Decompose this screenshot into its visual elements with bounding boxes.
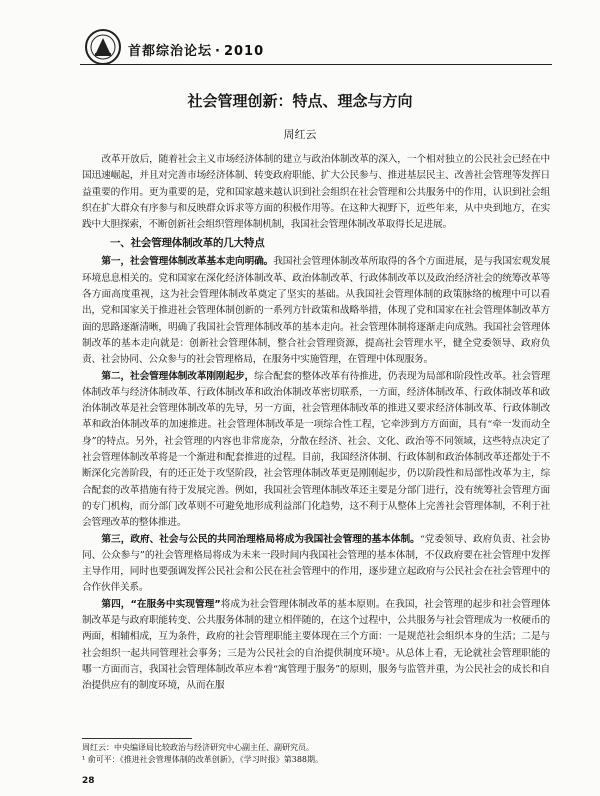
- paragraph-2: 第二，社会管理体制改革刚刚起步，综合配套的整体改革有待推进，仍表现为局部和阶段性改革。社会管理体制改革与经济体制改革、行政体制改革和政治体制改革密切联系，一方面，经济体制改革、行政体制改革和政治体制改革是社会管理体制改革的先导，另一方面，社会管理体制改革的推进又要求经济体制改革、行政体制改革和政治体制改革的加速推进。社会管理体制改革是一项综合性工程，它牵涉到方方面面，具有“牵一发而动全身”的特点。另外，社会管理的内容也非常庞杂，分散在经济、社会、文化、政治等不同领域，这些特点决定了社会管理体制改革将是一个渐进和配套推进的过程。目前，我国经济体制、行政体制和政治体制改革还都处于不断深化完善阶段，有的还正处于攻坚阶段，社会管理体制改革更是刚刚起步，仍以阶段性和局部性改革为主，综合配套的改革措施有待于发展完善。例如，我国社会管理体制改革还主要是分部门进行，没有统筹社会管理方面的专门机构，而分部门改革则不可避免地形成利益部门化趋势，这不利于从整体上完善社会管理体制，不利于社会管理改革的整体推进。: [82, 370, 550, 529]
- footnote-1: ¹ 俞可平：《推进社会管理体制的改革创新》，《学习时报》第388期。: [82, 755, 324, 764]
- intro-paragraph: 改革开放后，随着社会主义市场经济体制的建立与政治体制改革的深入，一个相对独立的公民社会已经在中国迅速崛起，并且对完善市场经济体制、转变政府职能、扩大公民参与、推进基层民主、改善社会管理等发挥日益重要的作用。更为重要的是，党和国家越来越认识到社会组织在社会管理和公共服务中的作用，认识到社会组织在扩大群众有序参与和反映群众诉求等方面的积极作用等。在这种大视野下，近些年来，从中央到地方，在实践中大胆探索，不断创新社会组织管理体制机制，我国社会管理体制改革取得长足进展。: [82, 154, 550, 231]
- article-title: 社会管理创新：特点、理念与方向: [187, 92, 413, 110]
- footnote-author: 周红云：中央编译局比较政治与经济研究中心副主任、副研究员。: [82, 743, 314, 752]
- page-number: 28: [82, 776, 95, 786]
- paragraph-1: 第一，社会管理体制改革基本走向明确。我国社会管理体制改革所取得的各个方面进展，是与我国宏观发展环境息息相关的。党和国家在深化经济体制改革、政治体制改革、行政体制改革以及政治经济社会的统筹改革等各方面高度重视，这为社会管理体制改革奠定了坚实的基础。从我国社会管理体制的政策脉络的梳理中可以看出，党和国家关于推进社会管理体制创新的一系列方针政策和战略举措，体现了党和国家在社会管理体制改革方面的思路逐渐清晰，明确了我国社会管理体制改革的基本走向。社会管理体制将逐渐走向成熟。我国社会管理体制改革的基本走向就是：创新社会管理体制，整合社会管理资源，提高社会管理水平，健全党委领导、政府负责、社会协同、公众参与的社会管理格局，在服务中实施管理，在管理中体现服务。: [82, 256, 550, 366]
- section-heading: 一、社会管理体制改革的几大特点: [110, 237, 265, 250]
- footnotes: [82, 742, 550, 766]
- paragraph-lead: 第四，“在服务中实现管理”: [101, 598, 221, 610]
- paragraph-4: 第四，“在服务中实现管理”将成为社会管理体制改革的基本原则。在我国，社会管理的起步和社会管理体制改革是与政府职能转变、公共服务体制的建立相伴随的，在这个过程中，公共服务与社会管理成为一枚硬币的两面，相辅相成，互为条件，政府的社会管理职能主要体现在三个方面：一是规范社会组织本身的生活；二是与社会组织一起共同管理社会事务；三是为公民社会的自治提供制度环境¹。从总体上看，无论就社会管理职能的哪一方面而言，我国社会管理体制改革应本着“寓管理于服务”的原则，服务与监管并重，为公民社会的成长和自治提供应有的制度环境，从而在服: [82, 598, 550, 692]
- article-author: 周红云: [283, 128, 317, 141]
- journal-title: 首都综治论坛 · 2010: [128, 44, 265, 59]
- header-divider: [80, 64, 552, 65]
- journal-header: [84, 28, 554, 68]
- paragraph-lead: 第二，社会管理体制改革刚刚起步，: [101, 370, 255, 382]
- paragraph-3: 第三，政府、社会与公民的共同治理格局将成为我国社会管理的基本体制。“党委领导、政府负责、社会协同、公众参与”的社会管理格局将成为未来一段时间内我国社会管理的基本体制，不仅政府要在社会管理中发挥主导作用，同时也要强调发挥公民社会和公民在社会管理中的作用，逐步建立起政府与公民社会在社会管理中的合作伙伴关系。: [82, 533, 550, 594]
- article-body: [82, 152, 550, 695]
- footnote-divider: [82, 738, 192, 739]
- paragraph-lead: 第三，政府、社会与公民的共同治理格局将成为我国社会管理的基本体制。: [101, 533, 420, 545]
- paragraph-lead: 第一，社会管理体制改革基本走向明确。: [101, 256, 274, 268]
- journal-emblem-icon: [84, 28, 122, 66]
